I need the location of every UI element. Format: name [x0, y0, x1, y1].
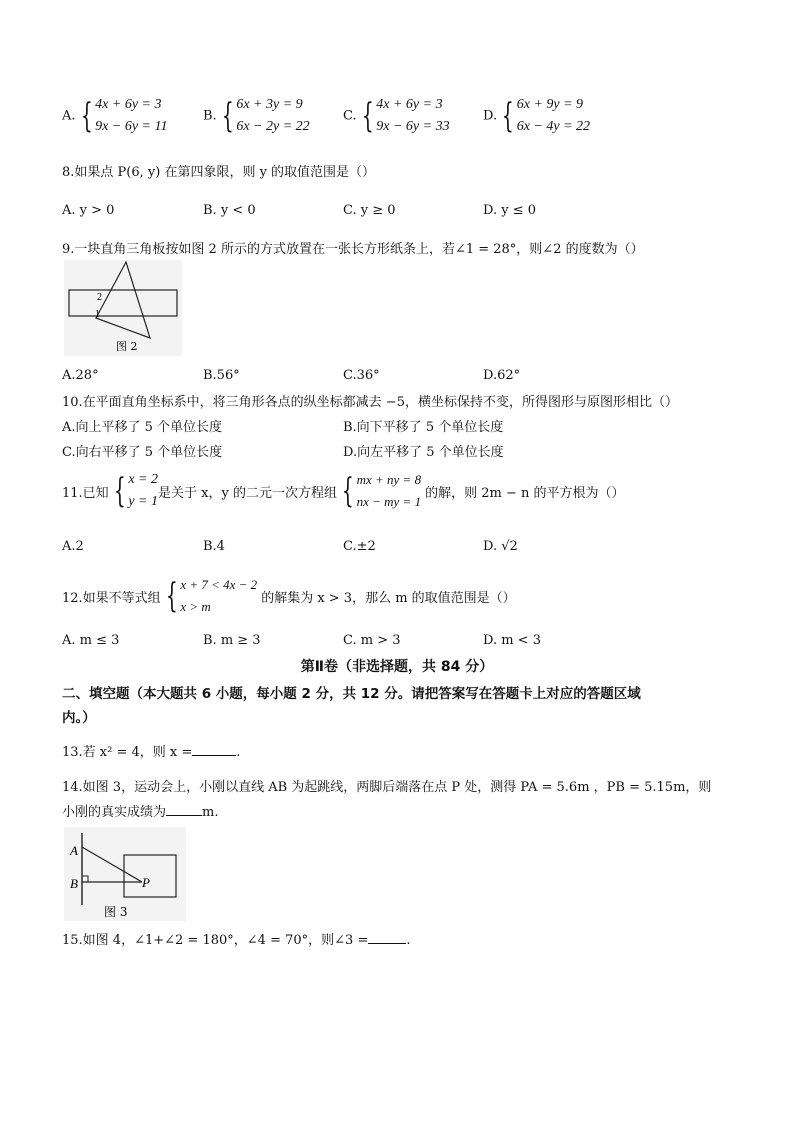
- q12-eq1: x + 7 < 4x − 2: [180, 577, 258, 592]
- q7-a-eq1: 4x + 6y = 3: [95, 97, 162, 112]
- q11-middle: 是关于 x，y 的二元一次方程组: [158, 485, 337, 501]
- q11-prefix: 11.已知: [62, 485, 109, 501]
- q9-option-b: B.56°: [203, 368, 240, 383]
- q15-end: .: [406, 933, 411, 948]
- q10-option-d: D.向左平移了 5 个单位长度: [343, 445, 504, 460]
- q11-option-a: A.2: [62, 539, 84, 554]
- q10-stem: 10.在平面直角坐标系中，将三角形各点的纵坐标都减去 −5，横坐标保持不变，所得图形与原图形相比（）: [62, 395, 678, 410]
- q7-option-d: D. { 6x + 9y = 9 6x − 4y = 22: [483, 96, 591, 136]
- part2-title: 第Ⅱ卷（非选择题，共 84 分）: [300, 659, 494, 675]
- figure-2-label-1: 1: [95, 309, 100, 320]
- figure-2-caption: 图 2: [116, 340, 138, 353]
- q10-option-c: C.向右平移了 5 个单位长度: [62, 445, 223, 460]
- q10-option-a: A.向上平移了 5 个单位长度: [62, 420, 223, 435]
- q7-option-c: C. { 4x + 6y = 3 9x − 6y = 33: [343, 96, 450, 136]
- q9-stem: 9.一块直角三角板按如图 2 所示的方式放置在一张长方形纸条上，若∠1 = 28°，则∠2 的度数为（）: [62, 242, 644, 257]
- q14-answer-blank[interactable]: [166, 803, 202, 816]
- q15-answer-blank[interactable]: [368, 931, 406, 944]
- q9-option-a: A.28°: [62, 368, 99, 383]
- q8-option-d: D. y ≤ 0: [483, 203, 536, 218]
- q14-line2-text: 小刚的真实成绩为: [62, 805, 167, 820]
- q12-option-b: B. m ≥ 3: [203, 633, 261, 648]
- q12-option-c: C. m > 3: [343, 633, 401, 648]
- q7-option-c-label: C.: [343, 108, 357, 124]
- q10-option-b: B.向下平移了 5 个单位长度: [343, 420, 504, 435]
- q12-prefix: 12.如果不等式组: [62, 590, 161, 606]
- q12-suffix: 的解集为 x > 3，那么 m 的取值范围是（）: [261, 590, 516, 606]
- q11-option-c: C.±2: [343, 539, 376, 554]
- q8-option-c: C. y ≥ 0: [343, 203, 396, 218]
- q7-option-a: A. { 4x + 6y = 3 9x − 6y = 11: [62, 96, 168, 136]
- q7-d-eq1: 6x + 9y = 9: [516, 97, 584, 112]
- q14-unit: m.: [202, 805, 219, 820]
- q11-eq2: nx − my = 1: [356, 494, 422, 509]
- q14-line1: 14.如图 3，运动会上，小刚以直线 AB 为起跳线，两脚后端落在点 P 处，测得 PA = 5.6m ，PB = 5.15m，则: [62, 780, 712, 795]
- q12-stem: 12.如果不等式组 { x + 7 < 4x − 2 x > m 的解集为 x > 3，那么 m 的取值范围是（）: [62, 576, 516, 616]
- q11-sol1: x = 2: [128, 472, 158, 487]
- figure-3-caption: 图 3: [104, 905, 128, 919]
- q7-option-d-label: D.: [483, 108, 498, 124]
- figure-3-label-p: P: [142, 875, 150, 890]
- q11-eq1: mx + ny = 8: [356, 472, 422, 487]
- q7-c-eq1: 4x + 6y = 3: [376, 97, 443, 112]
- q13-answer-blank[interactable]: [192, 743, 236, 756]
- q13-end: .: [236, 745, 241, 760]
- q11-option-b: B.4: [203, 539, 225, 554]
- q15: [62, 929, 410, 948]
- q15-text: 15.如图 4，∠1+∠2 = 180°，∠4 = 70°，则∠3 =: [62, 933, 369, 948]
- q7-b-eq2: 6x − 2y = 22: [236, 119, 310, 134]
- q11-stem: 11.已知 { x = 2 y = 1 是关于 x，y 的二元一次方程组 { mx + ny = 8 nx − my = 1 的解，则 2m − n 的平方根为（）: [62, 471, 625, 511]
- q8-option-b: B. y < 0: [203, 203, 256, 218]
- section2-heading-line1: 二、填空题（本大题共 6 小题，每小题 2 分，共 12 分。请把答案写在答题卡上对应的答题区域: [62, 686, 641, 702]
- q14-line2: [62, 801, 218, 820]
- q9-option-d: D.62°: [483, 368, 521, 383]
- q11-sol2: y = 1: [128, 494, 158, 509]
- q8-stem: 8.如果点 P(6, y) 在第四象限，则 y 的取值范围是（）: [62, 165, 376, 180]
- q7-a-eq2: 9x − 6y = 11: [95, 119, 168, 134]
- q7-c-eq2: 9x − 6y = 33: [376, 119, 450, 134]
- figure-3: [64, 827, 186, 921]
- q7-option-b-label: B.: [203, 108, 217, 124]
- q11-option-d: D. √2: [483, 539, 518, 554]
- q9-option-c: C.36°: [343, 368, 380, 383]
- q12-option-d: D. m < 3: [483, 633, 541, 648]
- q13-text: 13.若 x² = 4，则 x =: [62, 745, 193, 760]
- q8-option-a: A. y > 0: [62, 203, 115, 218]
- q12-eq2: x > m: [180, 599, 211, 614]
- q13: [62, 741, 240, 760]
- q7-b-eq1: 6x + 3y = 9: [236, 97, 303, 112]
- q7-d-eq2: 6x − 4y = 22: [516, 119, 591, 134]
- figure-2-label-2: 2: [97, 292, 102, 303]
- figure-3-label-a: A: [70, 843, 78, 858]
- section2-heading-line2: 内。）: [62, 710, 96, 726]
- q7-option-b: B. { 6x + 3y = 9 6x − 2y = 22: [203, 96, 310, 136]
- q11-suffix: 的解，则 2m − n 的平方根为（）: [425, 485, 625, 501]
- q7-option-a-label: A.: [62, 108, 76, 124]
- figure-2: [64, 260, 182, 356]
- q12-option-a: A. m ≤ 3: [62, 633, 120, 648]
- figure-3-label-b: B: [70, 876, 78, 891]
